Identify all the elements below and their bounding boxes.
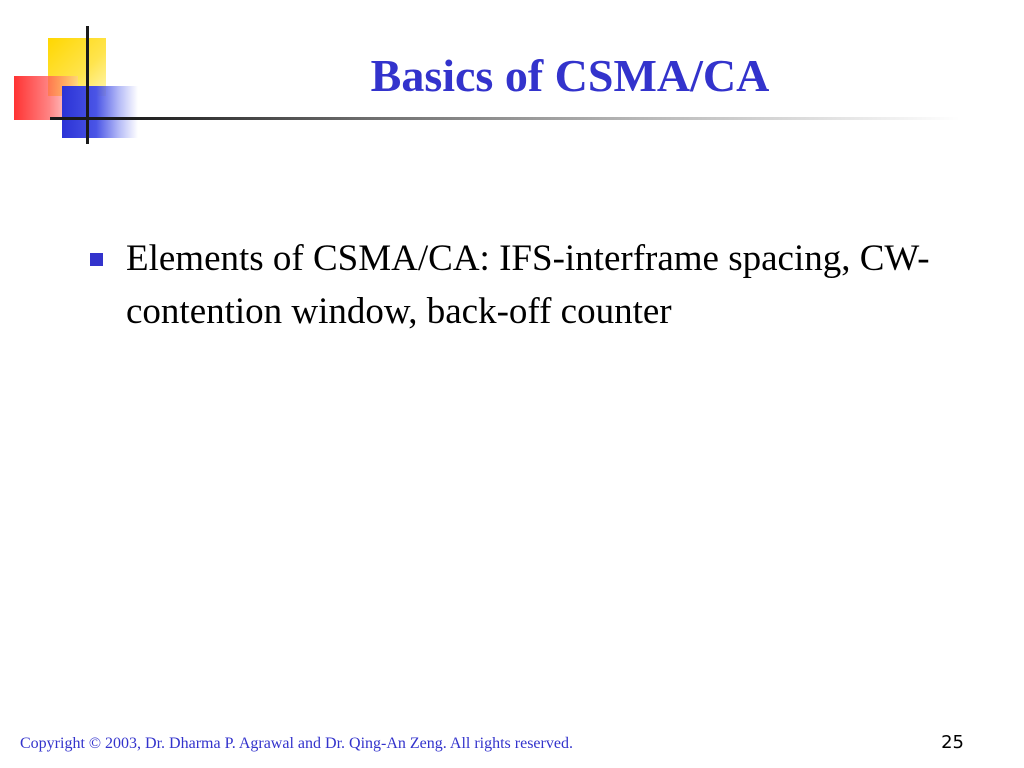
slide-title: Basics of CSMA/CA — [370, 50, 770, 101]
bullet-list — [90, 232, 950, 338]
decorative-blue-block — [62, 86, 138, 138]
slide-number: 25 — [941, 732, 964, 753]
title-underline-rule — [50, 117, 960, 120]
decorative-vertical-line — [86, 26, 89, 144]
bullet-text: Elements of CSMA/CA: IFS-interframe spacing, CW- contention window, back-off counter — [126, 238, 930, 332]
square-bullet-icon — [90, 253, 103, 266]
copyright-footer: Copyright © 2003, Dr. Dharma P. Agrawal and Dr. Qing-An Zeng. All rights reserved. — [20, 735, 573, 752]
bullet-item — [90, 232, 950, 338]
